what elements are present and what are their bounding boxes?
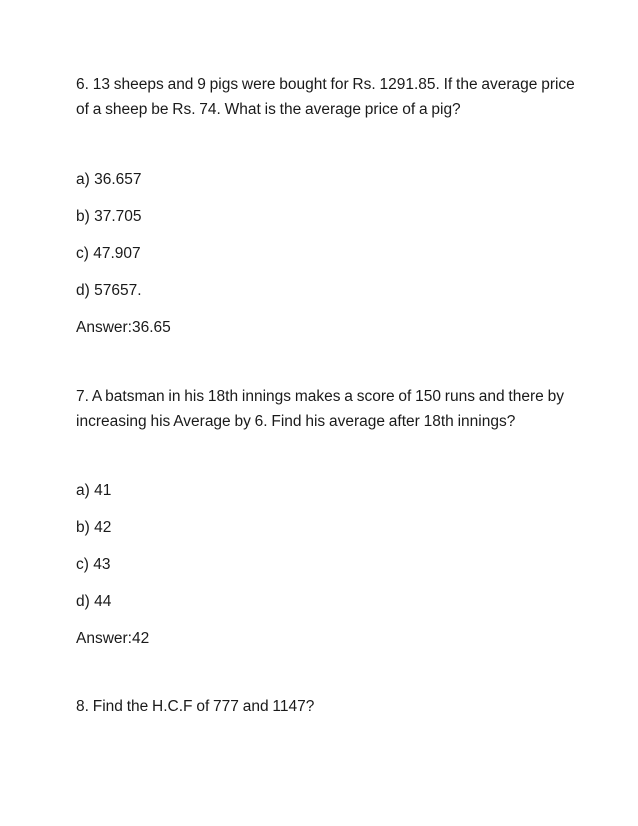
option-d: d) 57657. bbox=[76, 282, 142, 299]
question-text: 7. A batsman in his 18th innings makes a score of 150 runs and there by increasing his Average by 6. Find his average after 18th innings? bbox=[76, 388, 564, 430]
option-b: b) 42 bbox=[76, 519, 112, 536]
option-a: a) 41 bbox=[76, 482, 112, 499]
option-d: d) 44 bbox=[76, 593, 112, 610]
question-text: 8. Find the H.C.F of 777 and 1147? bbox=[76, 698, 315, 715]
question-text: 6. 13 sheeps and 9 pigs were bought for Rs. 1291.85. If the average price of a sheep be Rs. 74. What is the average price of a pig? bbox=[76, 76, 575, 118]
option-c: c) 43 bbox=[76, 556, 111, 573]
answer: Answer:42 bbox=[76, 630, 150, 647]
answer: Answer:36.65 bbox=[76, 319, 171, 336]
option-a: a) 36.657 bbox=[76, 171, 142, 188]
option-c: c) 47.907 bbox=[76, 245, 141, 262]
option-b: b) 37.705 bbox=[76, 208, 142, 225]
